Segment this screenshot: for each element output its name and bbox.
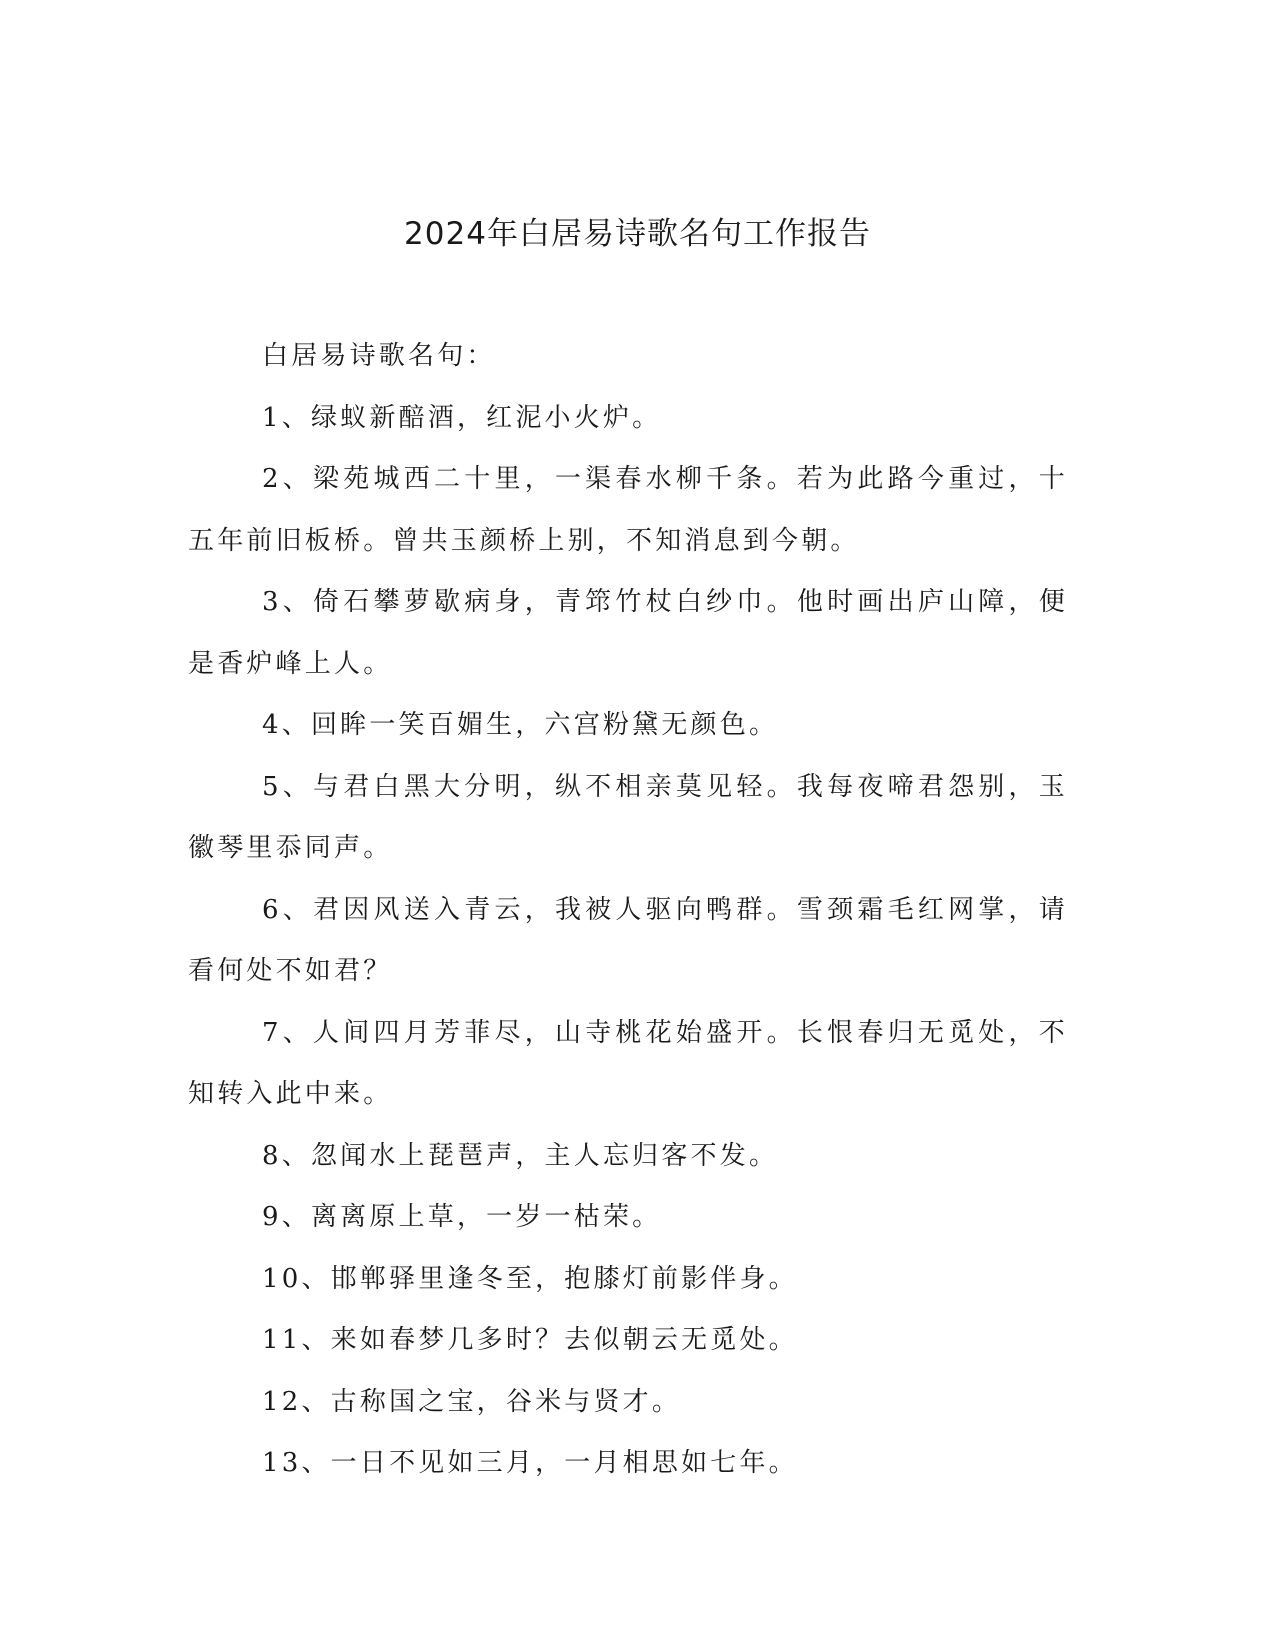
poem-item-5: 5、与君白黑大分明，纵不相亲莫见轻。我每夜啼君怨别，玉徽琴里忝同声。: [188, 771, 1068, 863]
document-title: 2024年白居易诗歌名句工作报告: [404, 216, 871, 252]
poem-item-12: 12、古称国之宝，谷米与贤才。: [262, 1386, 682, 1417]
poem-item-1: 1、绿蚁新醅酒，红泥小火炉。: [262, 402, 662, 433]
intro-line: 白居易诗歌名句：: [262, 341, 496, 371]
document-body: [188, 326, 1068, 1495]
poem-item-7: 7、人间四月芳菲尽，山寺桃花始盛开。长恨春归无觅处，不知转入此中来。: [188, 1017, 1068, 1109]
poem-item-8: 8、忽闻水上琵琶声，主人忘归客不发。: [262, 1140, 779, 1171]
poem-item-4: 4、回眸一笑百媚生，六宫粉黛无颜色。: [262, 710, 779, 740]
poem-item-3: 3、倚石攀萝歇病身，青筇竹杖白纱巾。他时画出庐山障，便是香炉峰上人。: [188, 587, 1068, 679]
poem-item-9: 9、离离原上草，一岁一枯荣。: [262, 1202, 662, 1232]
poem-item-13: 13、一日不见如三月，一月相思如七年。: [262, 1448, 798, 1478]
poem-item-11: 11、来如春梦几多时？去似朝云无觅处。: [262, 1325, 798, 1355]
poem-item-10: 10、邯郸驿里逢冬至，抱膝灯前影伴身。: [262, 1263, 798, 1294]
poem-item-2: 2、梁苑城西二十里，一渠春水柳千条。若为此路今重过，十五年前旧板桥。曾共玉颜桥上别，不知消息到今朝。: [188, 464, 1068, 556]
poem-item-6: 6、君因风送入青云，我被人驱向鸭群。雪颈霜毛红网掌，请看何处不如君？: [188, 894, 1068, 986]
